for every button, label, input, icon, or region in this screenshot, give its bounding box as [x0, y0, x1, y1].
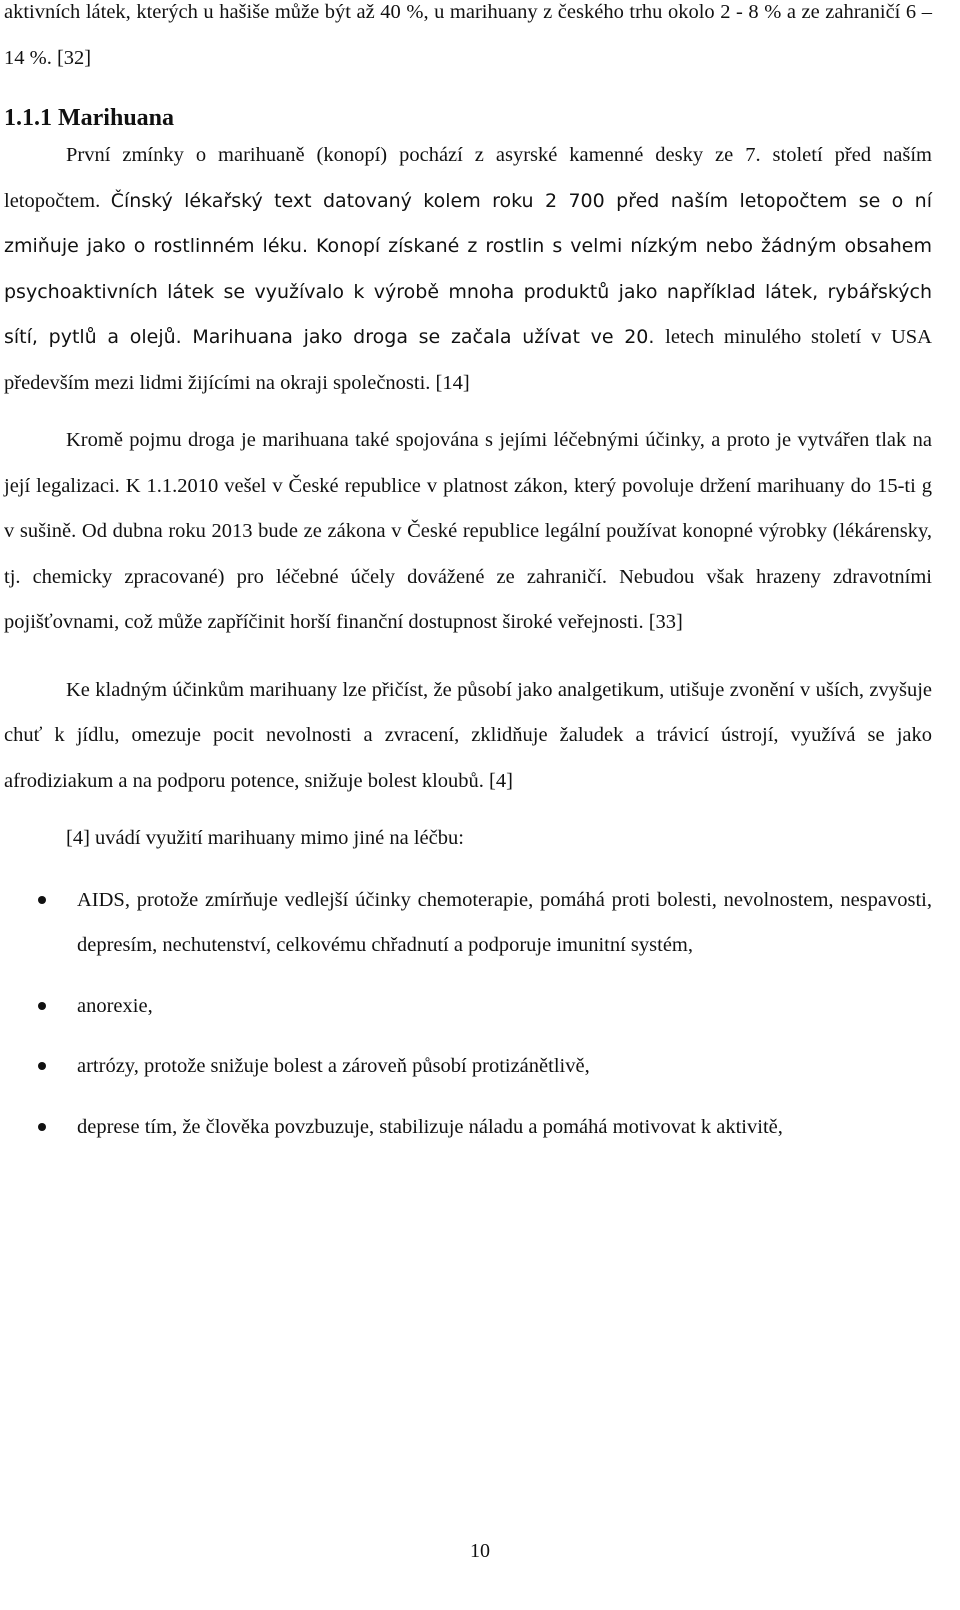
paragraph-uses-intro: [4] uvádí využití marihuany mimo jiné na léčbu:	[66, 827, 464, 849]
uses-list	[4, 878, 932, 1151]
section-heading: 1.1.1 Marihuana	[4, 105, 175, 131]
intro-paragraph: aktivních látek, kterých u hašiše může být až 40 %, u marihuany z českého trhu okolo 2 - 8 % a ze zahraničí 6 – 14 %. [32]	[4, 1, 932, 69]
paragraph-effects: Ke kladným účinkům marihuany lze přičíst, že působí jako analgetikum, utišuje zvonění v uších, zvyšuje chuť k jídlu, omezuje pocit nevolnosti a zvracení, zklidňuje žaludek a trávicí ústrojí, využívá se jako afrodiziakum a na podporu potence, snižuje bolest kloubů. [4]	[4, 678, 932, 792]
list-item	[4, 1044, 932, 1090]
list-item-text: artrózy, protože snižuje bolest a zároveň působí protizánětlivě,	[77, 1055, 590, 1077]
document-page	[4, 0, 932, 1165]
list-item-text: AIDS, protože zmírňuje vedlejší účinky chemoterapie, pomáhá proti bolesti, nevolnostem, nespavosti, depresím, nechutenství, celkovému chřadnutí a podporuje imunitní systém,	[77, 888, 932, 956]
list-item-text: anorexie,	[77, 994, 153, 1017]
bullet-icon	[38, 1123, 46, 1131]
bullet-icon	[38, 896, 46, 904]
paragraph-history-sans: Čínský lékařský text datovaný kolem roku 2 700 před naším letopočtem se o ní zmiňuje jako o rostlinném léku. Konopí získané z rostlin s velmi nízkým nebo žádným obsahem psychoaktivních látek se využívalo k výrobě mnoha produktů jako například látek, rybářských sítí, pytlů a olejů. Marihuana jako droga se začala užívat ve 20.	[4, 189, 932, 348]
paragraph-legalization: Kromě pojmu droga je marihuana také spojována s jejími léčebnými účinky, a proto je vytvářen tlak na její legalizaci. K 1.1.2010 vešel v České republice v platnost zákon, který povoluje držení marihuany do 15-ti g v sušině. Od dubna roku 2013 bude ze zákona v České republice legální používat konopné výrobky (lékárensky, tj. chemicky zpracované) pro léčebné účely dovážené ze zahraničí. Nebudou však hrazeny zdravotními pojišťovnami, což může zapříčinit horší finanční dostupnost široké veřejnosti. [33]	[4, 429, 932, 633]
bullet-icon	[38, 1002, 46, 1010]
list-item	[4, 1105, 932, 1151]
list-item	[4, 984, 932, 1030]
list-item	[4, 878, 932, 969]
page-number: 10	[470, 1540, 490, 1562]
list-item-text: deprese tím, že člověka povzbuzuje, stabilizuje náladu a pomáhá motivovat k aktivitě,	[77, 1115, 783, 1138]
bullet-icon	[38, 1062, 46, 1070]
paragraph-history-serif: První zmínky o marihuaně (konopí) pochází z asyrské kamenné desky ze 7. století před naším letopočtem.	[4, 144, 932, 212]
paragraph-history-end: letech minulého století v USA především mezi lidmi žijícími na okraji společnosti. [14]	[4, 326, 932, 394]
paragraph-history	[4, 133, 932, 406]
